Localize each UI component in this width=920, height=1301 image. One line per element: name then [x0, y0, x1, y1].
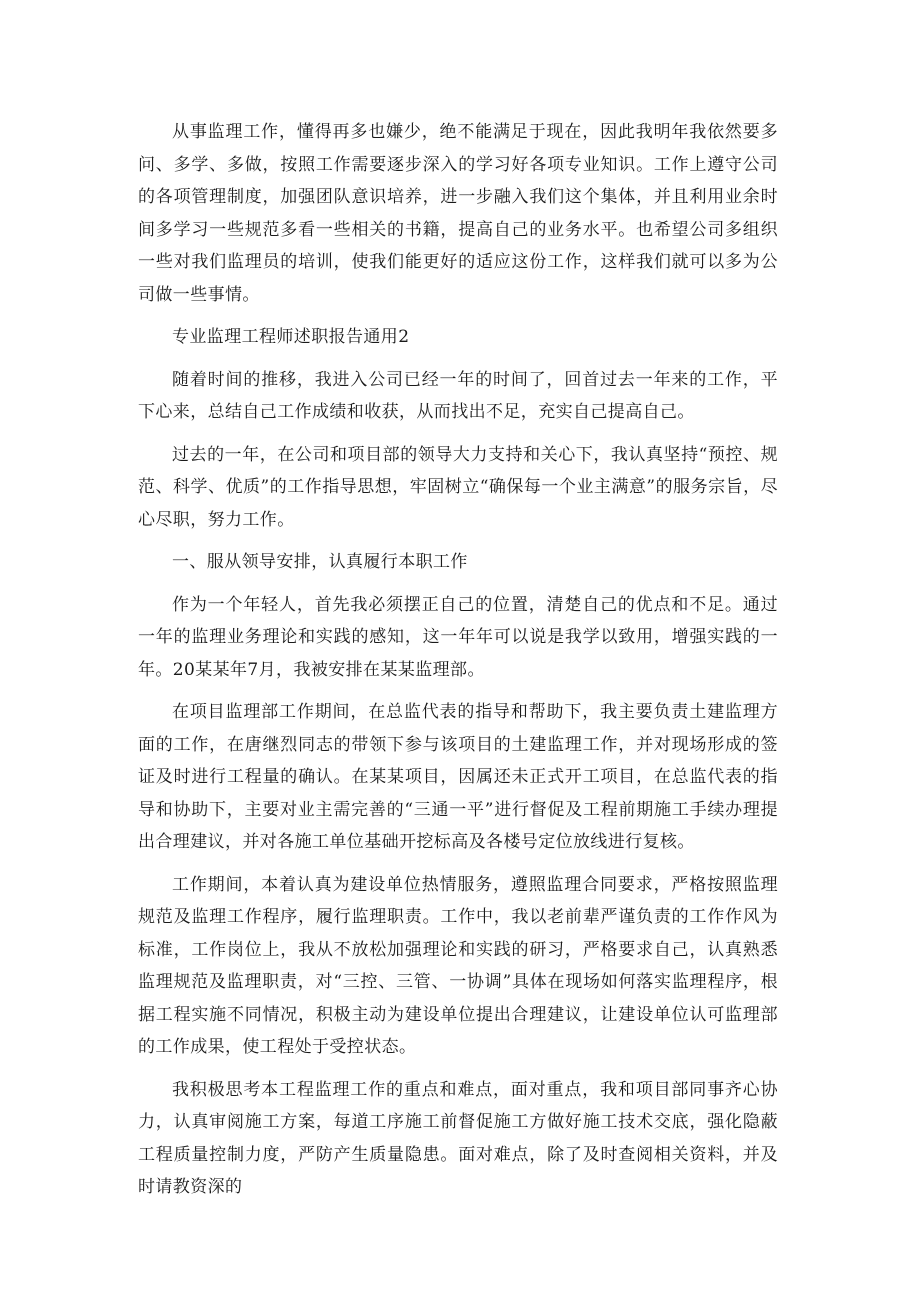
paragraph-6: 工作期间，本着认真为建设单位热情服务，遵照监理合同要求，严格按照监理规范及监理工作程序，履行监理职责。工作中，我以老前辈严谨负责的工作作风为标准，工作岗位上，我从不放松加强理论和实践的研习，严格要求自己，认真熟悉监理规范及监理职责，对“三控、三管、一协调”具体在现场如何落实监理程序，根据工程实施不同情况，积极主动为建设单位提出合理建议，让建设单位认可监理部的工作成果，使工程处于受控状态。 [138, 874, 778, 1057]
section-heading-1: 一、服从领导安排，认真履行本职工作 [172, 552, 468, 572]
paragraph-4: 作为一个年轻人，首先我必须摆正自己的位置，清楚自己的优点和不足。通过一年的监理业务理论和实践的感知，这一年年可以说是我学以致用，增强实践的一年。20某某年7月，我被安排在某某监理部。 [138, 594, 778, 680]
paragraph-2: 随着时间的推移，我进入公司已经一年的时间了，回首过去一年来的工作，平下心来，总结自己工作成绩和收获，从而找出不足，充实自己提高自己。 [138, 369, 778, 422]
paragraph-3: 过去的一年，在公司和项目部的领导大力支持和关心下，我认真坚持“预控、规范、科学、优质”的工作指导思想，牢固树立“确保每一个业主满意”的服务宗旨，尽心尽职，努力工作。 [138, 444, 778, 530]
paragraph-7: 我积极思考本工程监理工作的重点和难点，面对重点，我和项目部同事齐心协力，认真审阅施工方案，每道工序施工前督促施工方做好施工技术交底，强化隐蔽工程质量控制力度，严防产生质量隐患。面对难点，除了及时查阅相关资料，并及时请教资深的 [138, 1079, 778, 1197]
document-page [138, 116, 778, 1214]
paragraph-5: 在项目监理部工作期间，在总监代表的指导和帮助下，我主要负责土建监理方面的工作，在唐继烈同志的带领下参与该项目的土建监理工作，并对现场形成的签证及时进行工程量的确认。在某某项目，因属还未正式开工项目，在总监代表的指导和协助下，主要对业主需完善的“三通一平”进行督促及工程前期施工手续办理提出合理建议，并对各施工单位基础开挖标高及各楼号定位放线进行复核。 [138, 702, 778, 852]
paragraph-1: 从事监理工作，懂得再多也嫌少，绝不能满足于现在，因此我明年我依然要多问、多学、多做，按照工作需要逐步深入的学习好各项专业知识。工作上遵守公司的各项管理制度，加强团队意识培养，进一步融入我们这个集体，并且利用业余时间多学习一些规范多看一些相关的书籍，提高自己的业务水平。也希望公司多组织一些对我们监理员的培训，使我们能更好的适应这份工作，这样我们就可以多为公司做一些事情。 [138, 122, 778, 305]
section-title: 专业监理工程师述职报告通用2 [172, 327, 410, 347]
